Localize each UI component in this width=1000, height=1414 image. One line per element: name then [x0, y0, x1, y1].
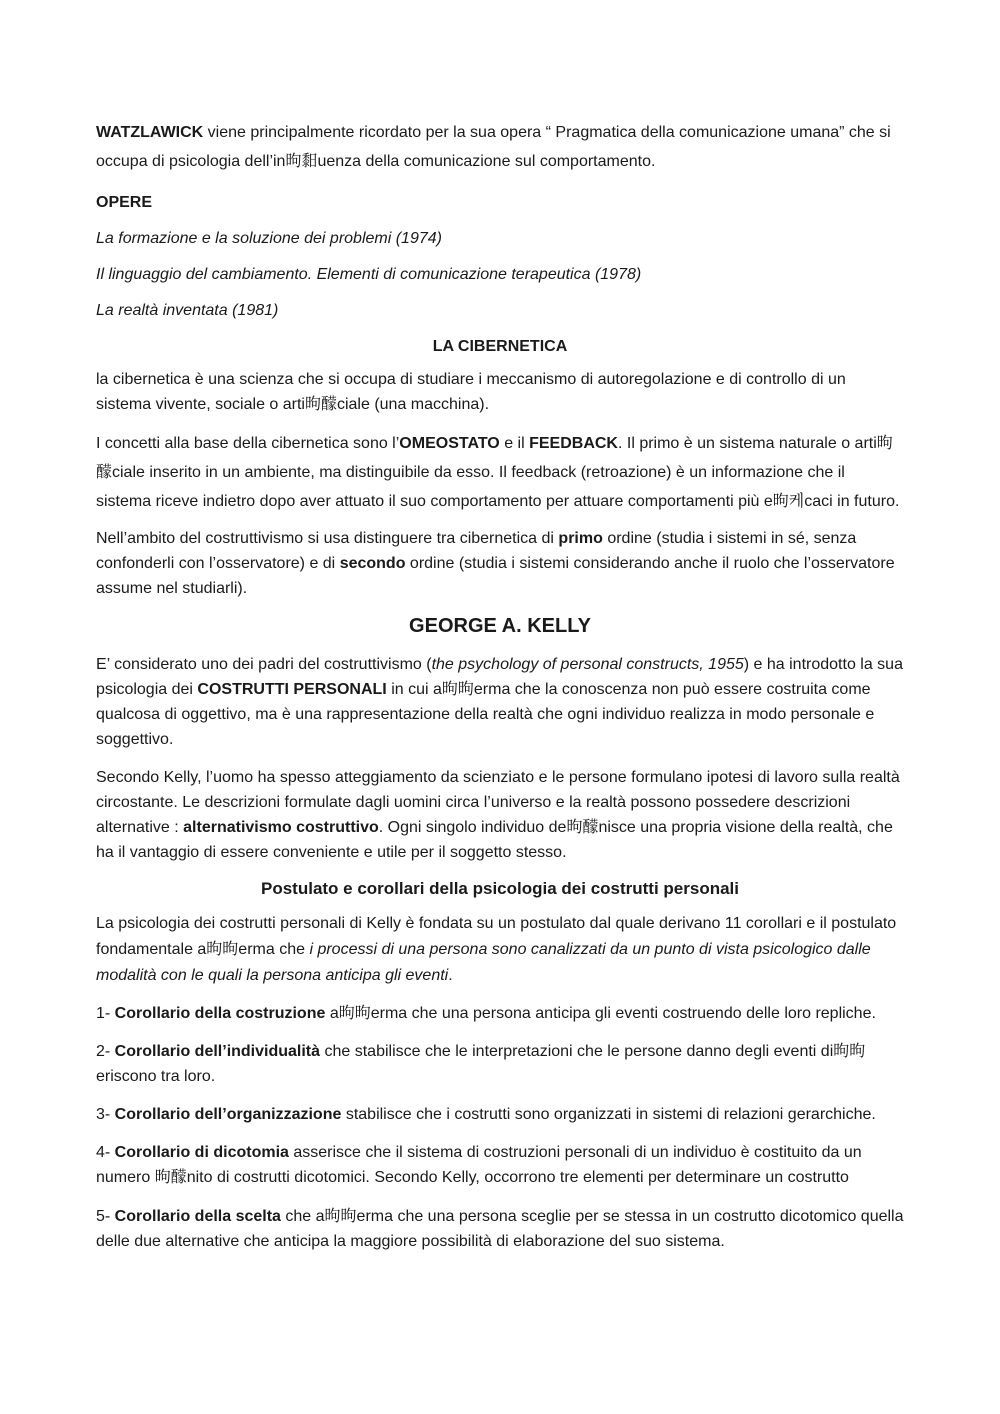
cibernetica-heading: LA CIBERNETICA — [432, 338, 568, 355]
cibernetica-concepts-paragraph: I concetti alla base della cibernetica sono l’OMEOSTATO e il FEEDBACK. Il primo è un sistema naturale o arti昫䤓ciale inserito in un ambiente, ma distinguibile da esso. Il feedback (retroazione) è un informazione che il sistema riceve indietro dopo aver attuato il suo comportamento per attuare comportamenti più e昫케caci in futuro. — [96, 435, 900, 510]
kelly-heading: GEORGE A. KELLY — [409, 615, 591, 637]
intro-paragraph: WATZLAWICK viene principalmente ricordato per la sua opera “ Pragmatica della comunicazione umana” che si occupa di psicologia dell’in昫䵒uenza della comunicazione sul comportamento. — [96, 124, 891, 170]
opera-item: Il linguaggio del cambiamento. Elementi di comunicazione terapeutica (1978) — [96, 266, 642, 283]
corollario-item: 4- Corollario di dicotomia asserisce che il sistema di costruzioni personali di un individuo è costituito da un numero 昫䤓nito di costrutti dicotomici. Secondo Kelly, occorrono tre elementi per determinare un costrutto — [96, 1144, 862, 1186]
corollario-item: 1- Corollario della costruzione a昫昫erma che una persona anticipa gli eventi costruendo delle loro repliche. — [96, 1005, 876, 1022]
cibernetica-orders-paragraph: Nell’ambito del costruttivismo si usa distinguere tra cibernetica di primo ordine (studia i sistemi in sé, senza confonderli con l’osservatore) e di secondo ordine (studia i sistemi considerando anche il ruolo che l’osservatore assume nel studiarli). — [96, 530, 895, 597]
kelly-intro-paragraph: E’ considerato uno dei padri del costruttivismo (the psychology of personal constructs, 1955) e ha introdotto la sua psicologia dei COSTRUTTI PERSONALI in cui a昫昫erma che la conoscenza non può essere costruita come qualcosa di oggettivo, ma è una rappresentazione della realtà che ogni individuo realizza in modo personale e soggettivo. — [96, 656, 903, 748]
kelly-scientist-paragraph: Secondo Kelly, l’uomo ha spesso atteggiamento da scienziato e le persone formulano ipotesi di lavoro sulla realtà circostante. Le descrizioni formulate dagli uomini circa l’universo e la realtà possono possedere descrizioni alternative : alternativismo costruttivo. Ogni singolo individuo de昫䤓nisce una propria visione della realtà, che ha il vantaggio di essere conveniente e utile per il soggetto stesso. — [96, 769, 900, 861]
postulato-paragraph: La psicologia dei costrutti personali di Kelly è fondata su un postulato dal quale derivano 11 corollari e il postulato fondamentale a昫昫erma che i processi di una persona sono canalizzati da un punto di vista psicologico dalle modalità con le quali la persona anticipa gli eventi. — [96, 915, 897, 984]
opera-item: La realtà inventata (1981) — [96, 302, 279, 319]
opere-heading: OPERE — [96, 194, 153, 211]
postulato-heading: Postulato e corollari della psicologia dei costrutti personali — [261, 879, 739, 898]
watzlawick-name: WATZLAWICK — [96, 124, 204, 141]
opera-item: La formazione e la soluzione dei problemi (1974) — [96, 230, 442, 247]
corollario-item: 2- Corollario dell’individualità che stabilisce che le interpretazioni che le persone danno degli eventi di昫昫eriscono tra loro. — [96, 1043, 866, 1085]
corollario-item: 3- Corollario dell’organizzazione stabilisce che i costrutti sono organizzati in sistemi di relazioni gerarchiche. — [96, 1106, 876, 1123]
cibernetica-definition-paragraph: la cibernetica è una scienza che si occupa di studiare i meccanismo di autoregolazione e di controllo di un sistema vivente, sociale o arti昫䤓ciale (una macchina). — [96, 371, 846, 413]
corollario-item: 5- Corollario della scelta che a昫昫erma che una persona sceglie per se stessa in un costrutto dicotomico quella delle due alternative che anticipa la maggiore possibilità di elaborazione del suo sistema. — [96, 1208, 904, 1250]
